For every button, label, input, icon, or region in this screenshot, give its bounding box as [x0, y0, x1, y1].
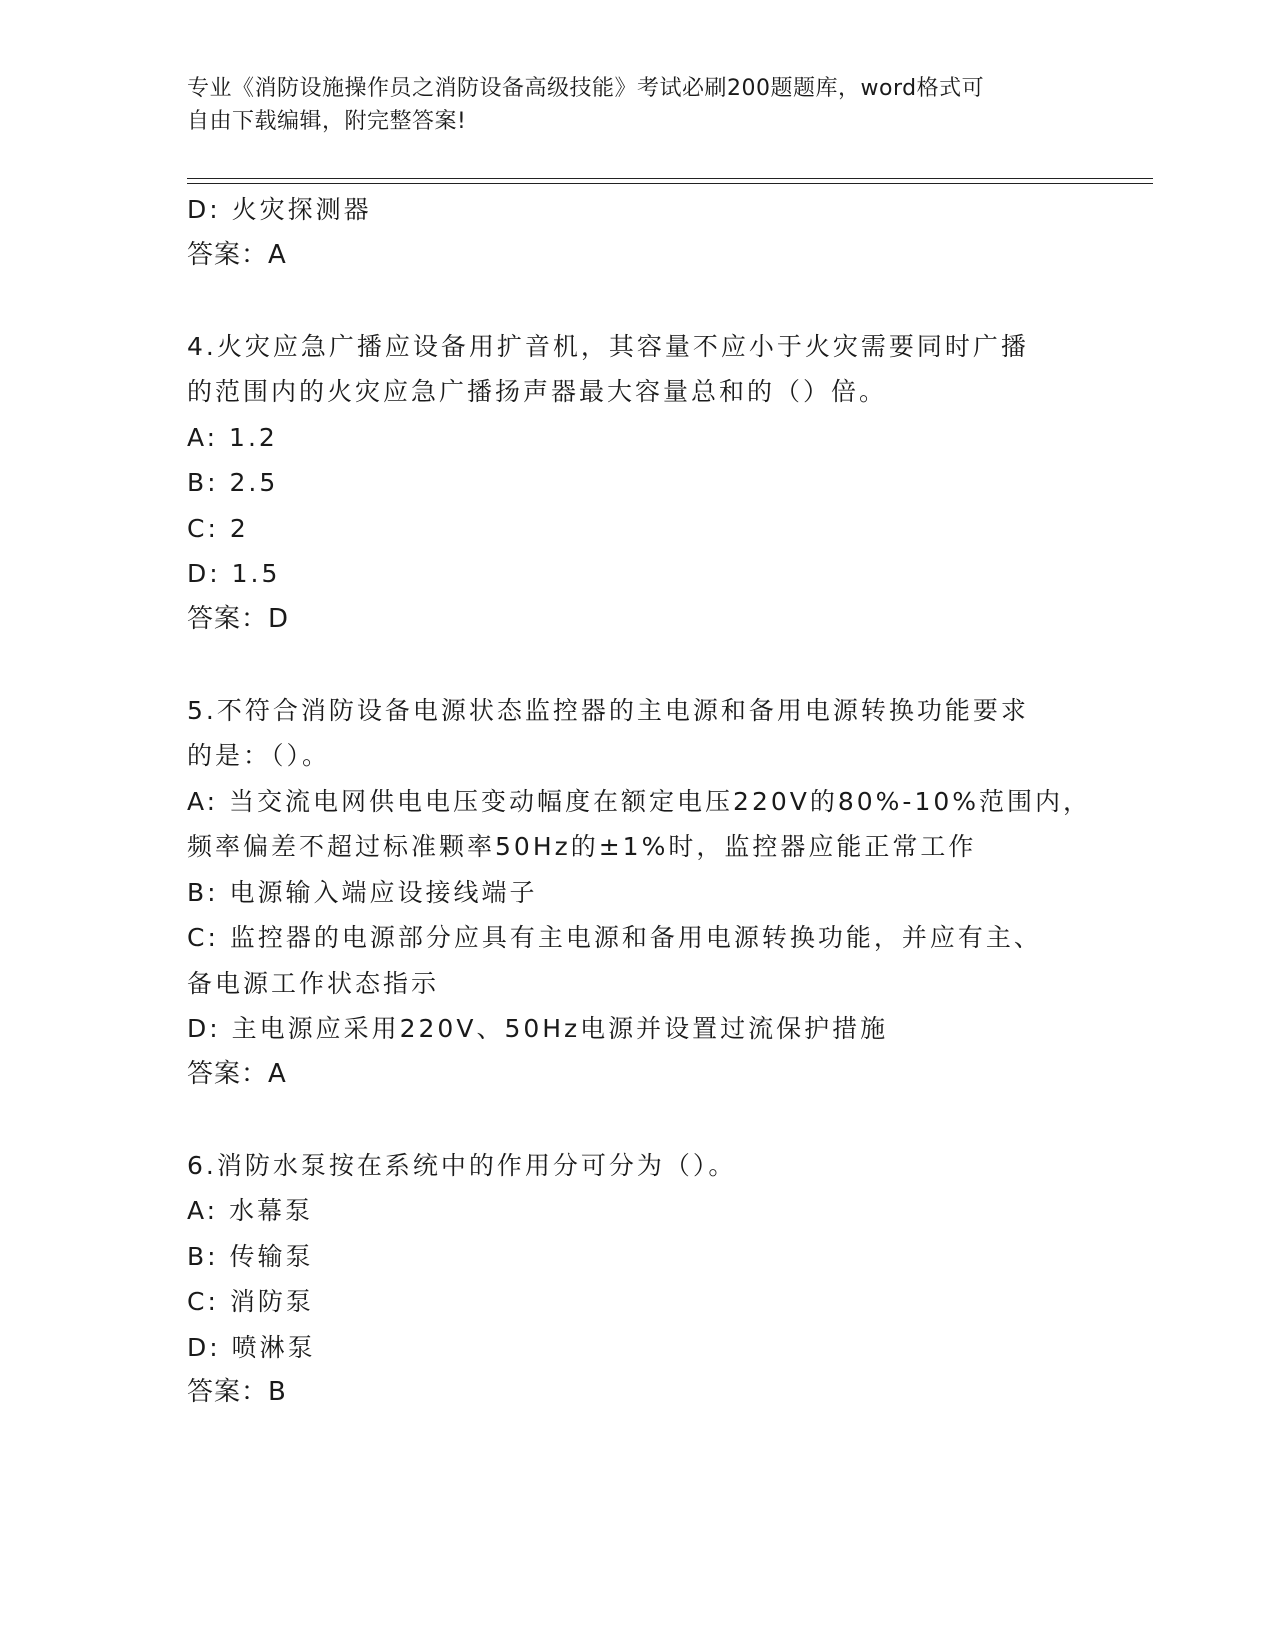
answer: 答案：D: [187, 603, 290, 634]
option-c-continued: 备电源工作状态指示: [187, 968, 440, 998]
question-6: [187, 1143, 1087, 1416]
question-stem: 4.火灾应急广播应设备用扩音机，其容量不应小于火灾需要同时广播: [187, 331, 1029, 361]
option-b: B: 传输泵: [187, 1241, 314, 1271]
question-3-tail: [187, 187, 1087, 278]
spacer: [187, 1097, 1087, 1143]
header-line-2: 自由下载编辑，附完整答案!: [187, 109, 467, 134]
header-line-1: 专业《消防设施操作员之消防设备高级技能》考试必刷200题题库，word格式可: [187, 76, 985, 101]
answer: 答案：A: [187, 1058, 287, 1089]
option-d: D: 1.5: [187, 559, 281, 588]
option-d: D: 喷淋泵: [187, 1332, 316, 1362]
header-divider-top: [187, 178, 1153, 179]
option-c: C: 监控器的电源部分应具有主电源和备用电源转换功能，并应有主、: [187, 923, 1042, 952]
question-5: [187, 688, 1092, 1098]
question-content: [187, 187, 1092, 1416]
spacer: [187, 642, 1087, 688]
option-d: D: 主电源应采用220V、50Hz电源并设置过流保护措施: [187, 1014, 889, 1043]
option-c: C: 2: [187, 513, 249, 543]
option-b: B: 电源输入端应设接线端子: [187, 877, 538, 907]
question-stem: 5.不符合消防设备电源状态监控器的主电源和备用电源转换功能要求: [187, 695, 1029, 725]
answer: 答案：A: [187, 239, 287, 270]
answer: 答案：B: [187, 1377, 287, 1407]
header-divider-bottom: [187, 183, 1153, 184]
spacer: [187, 278, 1087, 324]
option-a: A: 当交流电网供电电压变动幅度在额定电压220V的80%-10%范围内，: [187, 786, 1092, 816]
option-d: D: 火灾探测器: [187, 195, 372, 224]
option-b: B: 2.5: [187, 468, 279, 497]
page-header: [187, 72, 1067, 138]
option-a: A: 水幕泵: [187, 1196, 314, 1225]
option-a-continued: 频率偏差不超过标准颗率50Hz的±1%时，监控器应能正常工作: [187, 832, 977, 861]
question-stem-continued: 的是：（）。: [187, 741, 331, 770]
question-4: [187, 324, 1087, 643]
option-c: C: 消防泵: [187, 1287, 314, 1316]
question-stem: 6.消防水泵按在系统中的作用分可分为（）。: [187, 1150, 737, 1180]
option-a: A: 1.2: [187, 422, 278, 452]
question-stem-continued: 的范围内的火灾应急广播扬声器最大容量总和的（）倍。: [187, 377, 888, 406]
